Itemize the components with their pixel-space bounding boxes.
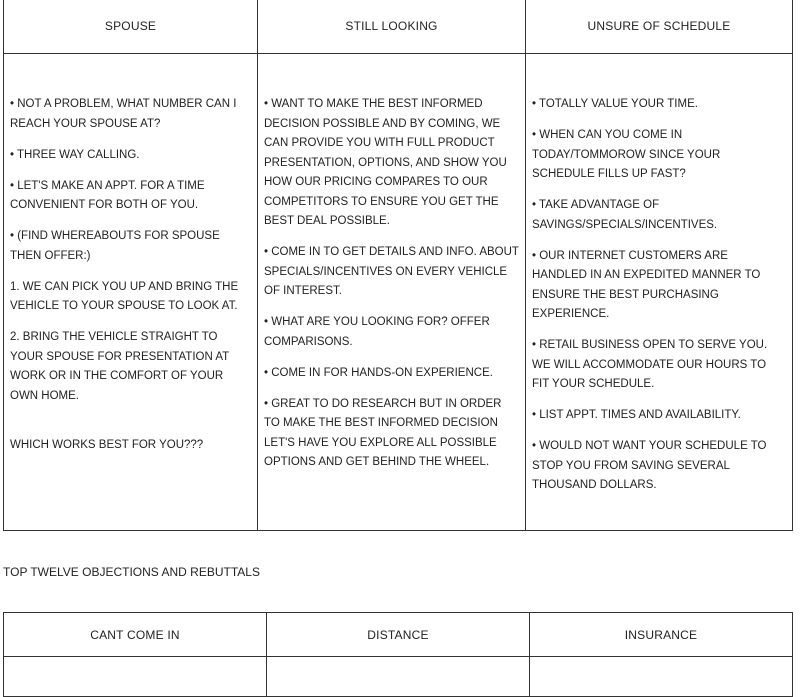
list-item: • NOT A PROBLEM, WHAT NUMBER CAN I REACH YOUR SPOUSE AT? (10, 98, 237, 130)
table-header-row (4, 0, 793, 54)
header-unsure-of-schedule: UNSURE OF SCHEDULE (526, 0, 793, 54)
header-insurance: INSURANCE (530, 613, 793, 657)
list-item: • WOULD NOT WANT YOUR SCHEDULE TO STOP YOU FROM SAVING SEVERAL THOUSAND DOLLARS. (532, 440, 767, 491)
list-item: WHICH WORKS BEST FOR YOU??? (10, 439, 204, 451)
list-item: • COME IN TO GET DETAILS AND INFO. ABOUT SPECIALS/INCENTIVES ON EVERY VEHICLE OF INTEREST. (264, 246, 519, 297)
table-body-row (4, 54, 793, 531)
distance-rebuttals (267, 657, 530, 697)
insurance-rebuttals (530, 657, 793, 697)
still-looking-rebuttals (258, 54, 526, 531)
list-item: • WHEN CAN YOU COME IN TODAY/TOMMOROW SINCE YOUR SCHEDULE FILLS UP FAST? (532, 129, 721, 180)
header-distance: DISTANCE (267, 613, 530, 657)
list-item: • TAKE ADVANTAGE OF SAVINGS/SPECIALS/INCENTIVES. (532, 199, 718, 231)
list-item: • THREE WAY CALLING. (10, 148, 140, 161)
list-item: 2. BRING THE VEHICLE STRAIGHT TO YOUR SPOUSE FOR PRESENTATION AT WORK OR IN THE COMFORT OF YOUR OWN HOME. (10, 331, 229, 402)
header-still-looking: STILL LOOKING (258, 0, 526, 54)
list-item: • TOTALLY VALUE YOUR TIME. (532, 98, 698, 110)
unsure-of-schedule-rebuttals (526, 54, 793, 531)
list-item: • (FIND WHEREABOUTS FOR SPOUSE THEN OFFER:) (10, 230, 220, 262)
section-heading: TOP TWELVE OBJECTIONS AND REBUTTALS (3, 565, 260, 579)
list-item: • RETAIL BUSINESS OPEN TO SERVE YOU. WE WILL ACCOMMODATE OUR HOURS TO FIT YOUR SCHEDULE. (532, 339, 768, 390)
table-body-row (4, 657, 793, 697)
spouse-rebuttals (4, 54, 258, 531)
list-item: • COME IN FOR HANDS-ON EXPERIENCE. (264, 366, 493, 379)
list-item: • LIST APPT. TIMES AND AVAILABILITY. (532, 409, 741, 421)
list-item: • OUR INTERNET CUSTOMERS ARE HANDLED IN AN EXPEDITED MANNER TO ENSURE THE BEST PURCHASING EXPERIENCE. (532, 249, 761, 320)
header-cant-come-in: CANT COME IN (4, 613, 267, 657)
list-item: • GREAT TO DO RESEARCH BUT IN ORDER TO MAKE THE BEST INFORMED DECISION LET'S HAVE YOU EXPLORE ALL POSSIBLE OPTIONS AND GET BEHIND THE WHEEL. (264, 397, 502, 468)
list-item: • LET'S MAKE AN APPT. FOR A TIME CONVENIENT FOR BOTH OF YOU. (10, 179, 205, 211)
list-item: • WHAT ARE YOU LOOKING FOR? OFFER COMPARISONS. (264, 316, 490, 348)
table-header-row (4, 613, 793, 657)
list-item: • WANT TO MAKE THE BEST INFORMED DECISION POSSIBLE AND BY COMING, WE CAN PROVIDE YOU WITH FULL PRODUCT PRESENTATION, OPTIONS, AND SHOW YOU HOW OUR PRICING COMPARES TO OUR COMPETITORS TO ENSURE YOU GET THE BEST DEAL POSSIBLE. (264, 98, 507, 227)
header-spouse: SPOUSE (4, 0, 258, 54)
objections-table-one (3, 0, 793, 531)
objections-table-two (3, 612, 793, 697)
list-item: 1. WE CAN PICK YOU UP AND BRING THE VEHICLE TO YOUR SPOUSE TO LOOK AT. (10, 280, 239, 312)
cant-come-in-rebuttals (4, 657, 267, 697)
